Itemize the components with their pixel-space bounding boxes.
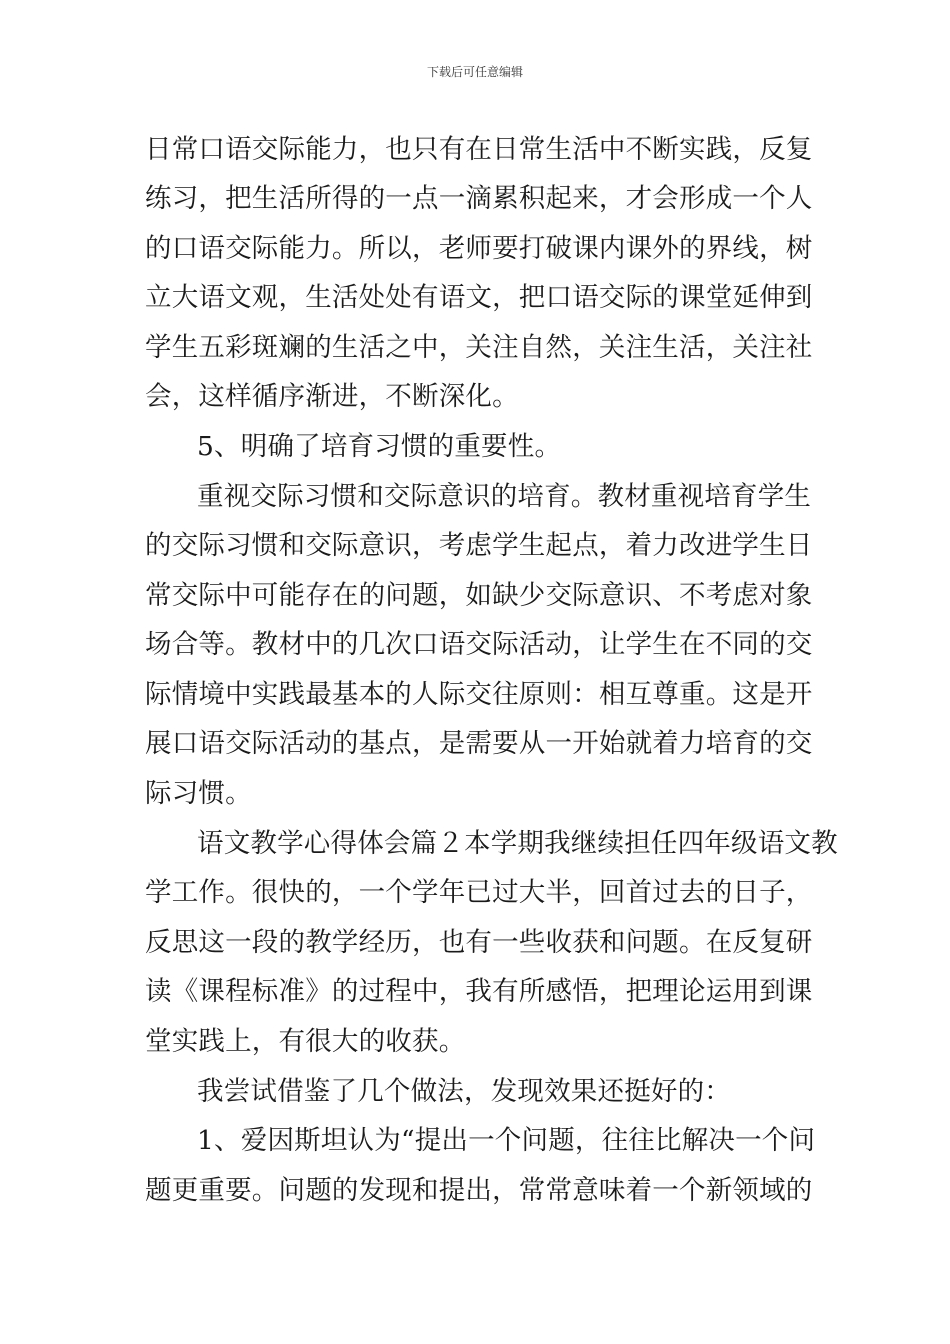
text-line: 场合等。教材中的几次口语交际活动，让学生在不同的交 <box>145 629 813 660</box>
text-line: 反思这一段的教学经历，也有一些收获和问题。在反复研 <box>145 927 813 958</box>
text-line: 的交际习惯和交际意识，考虑学生起点，着力改进学生日 <box>145 530 813 561</box>
text-line: 的口语交际能力。所以，老师要打破课内课外的界线，树 <box>145 233 813 264</box>
page-header: 下载后可任意编辑 <box>426 65 523 79</box>
text-line: 学工作。很快的，一个学年已过大半，回首过去的日子， <box>145 877 813 908</box>
text-line: 际习惯。 <box>145 778 252 809</box>
text-line: 我尝试借鉴了几个做法，发现效果还挺好的： <box>197 1076 731 1107</box>
text-line: 堂实践上，有很大的收获。 <box>145 1026 466 1057</box>
text-line: 学生五彩斑斓的生活之中，关注自然，关注生活，关注社 <box>145 332 813 363</box>
text-line: 常交际中可能存在的问题，如缺少交际意识、不考虑对象 <box>145 580 813 611</box>
text-line: 展口语交际活动的基点，是需要从一开始就着力培育的交 <box>145 728 813 759</box>
section-heading: 5、明确了培育习惯的重要性。 <box>197 431 562 462</box>
text-line: 读《课程标准》的过程中，我有所感悟，把理论运用到课 <box>145 976 813 1007</box>
text-line: 日常口语交际能力，也只有在日常生活中不断实践，反复 <box>145 134 813 165</box>
text-line: 1、爱因斯坦认为“提出一个问题，往往比解决一个问 <box>197 1125 816 1156</box>
text-line: 语文教学心得体会篇２本学期我继续担任四年级语文教 <box>197 828 838 859</box>
text-line: 题更重要。问题的发现和提出，常常意味着一个新领域的 <box>145 1175 813 1206</box>
text-line: 立大语文观，生活处处有语文，把口语交际的课堂延伸到 <box>145 282 813 313</box>
text-line: 际情境中实践最基本的人际交往原则：相互尊重。这是开 <box>145 679 813 710</box>
text-line: 会，这样循序渐进，不断深化。 <box>145 381 519 412</box>
text-line: 练习，把生活所得的一点一滴累积起来，才会形成一个人 <box>145 183 813 214</box>
text-line: 重视交际习惯和交际意识的培育。教材重视培育学生 <box>197 481 812 512</box>
